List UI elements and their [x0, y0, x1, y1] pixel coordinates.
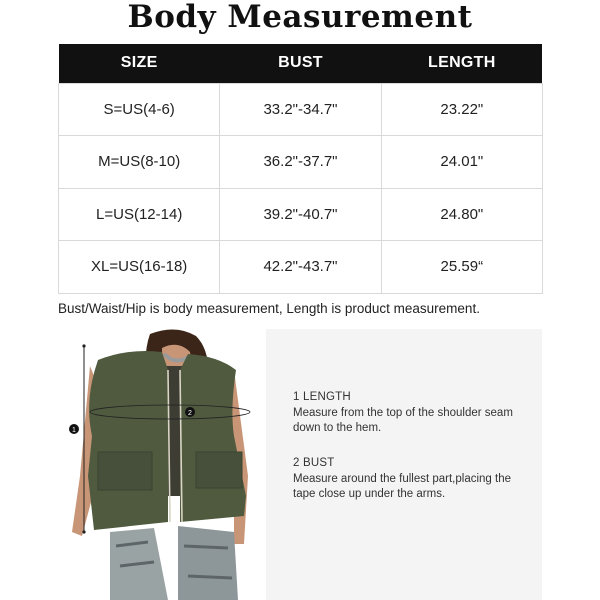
column-header-length: LENGTH	[381, 44, 542, 83]
length-cell: 23.22"	[381, 83, 542, 136]
length-guide-title: 1 LENGTH	[293, 391, 351, 403]
column-header-size: SIZE	[59, 44, 220, 83]
table-row	[59, 188, 543, 241]
bust-marker: 2	[188, 410, 192, 417]
size-cell: M=US(8-10)	[59, 136, 220, 189]
bust-cell: 36.2"-37.7"	[220, 136, 381, 189]
bust-cell: 42.2"-43.7"	[220, 241, 381, 294]
bust-guide-title: 2 BUST	[293, 457, 335, 469]
size-cell: L=US(12-14)	[59, 188, 220, 241]
bust-cell: 33.2"-34.7"	[220, 83, 381, 136]
table-row	[59, 241, 543, 294]
size-table	[58, 44, 543, 294]
measurement-note: Bust/Waist/Hip is body measurement, Length is product measurement.	[58, 301, 480, 316]
length-cell: 25.59“	[381, 241, 542, 294]
length-guide-text: Measure from the top of the shoulder seam down to the hem.	[293, 407, 513, 434]
bust-guide	[293, 456, 533, 502]
length-guide	[293, 390, 533, 436]
length-cell: 24.01"	[381, 136, 542, 189]
table-row	[59, 136, 543, 189]
length-cell: 24.80"	[381, 188, 542, 241]
table-row	[59, 83, 543, 136]
column-header-bust: BUST	[220, 44, 381, 83]
size-cell: S=US(4-6)	[59, 83, 220, 136]
bust-guide-text: Measure around the fullest part,placing the tape close up under the arms.	[293, 473, 511, 500]
page-title: Body Measurement	[127, 0, 473, 35]
size-cell: XL=US(16-18)	[59, 241, 220, 294]
model-photo	[58, 326, 258, 600]
measurement-guide-panel	[266, 329, 542, 600]
length-marker: 1	[72, 427, 76, 434]
table-header-row	[59, 44, 543, 83]
model-illustration	[58, 326, 258, 600]
bust-cell: 39.2"-40.7"	[220, 188, 381, 241]
